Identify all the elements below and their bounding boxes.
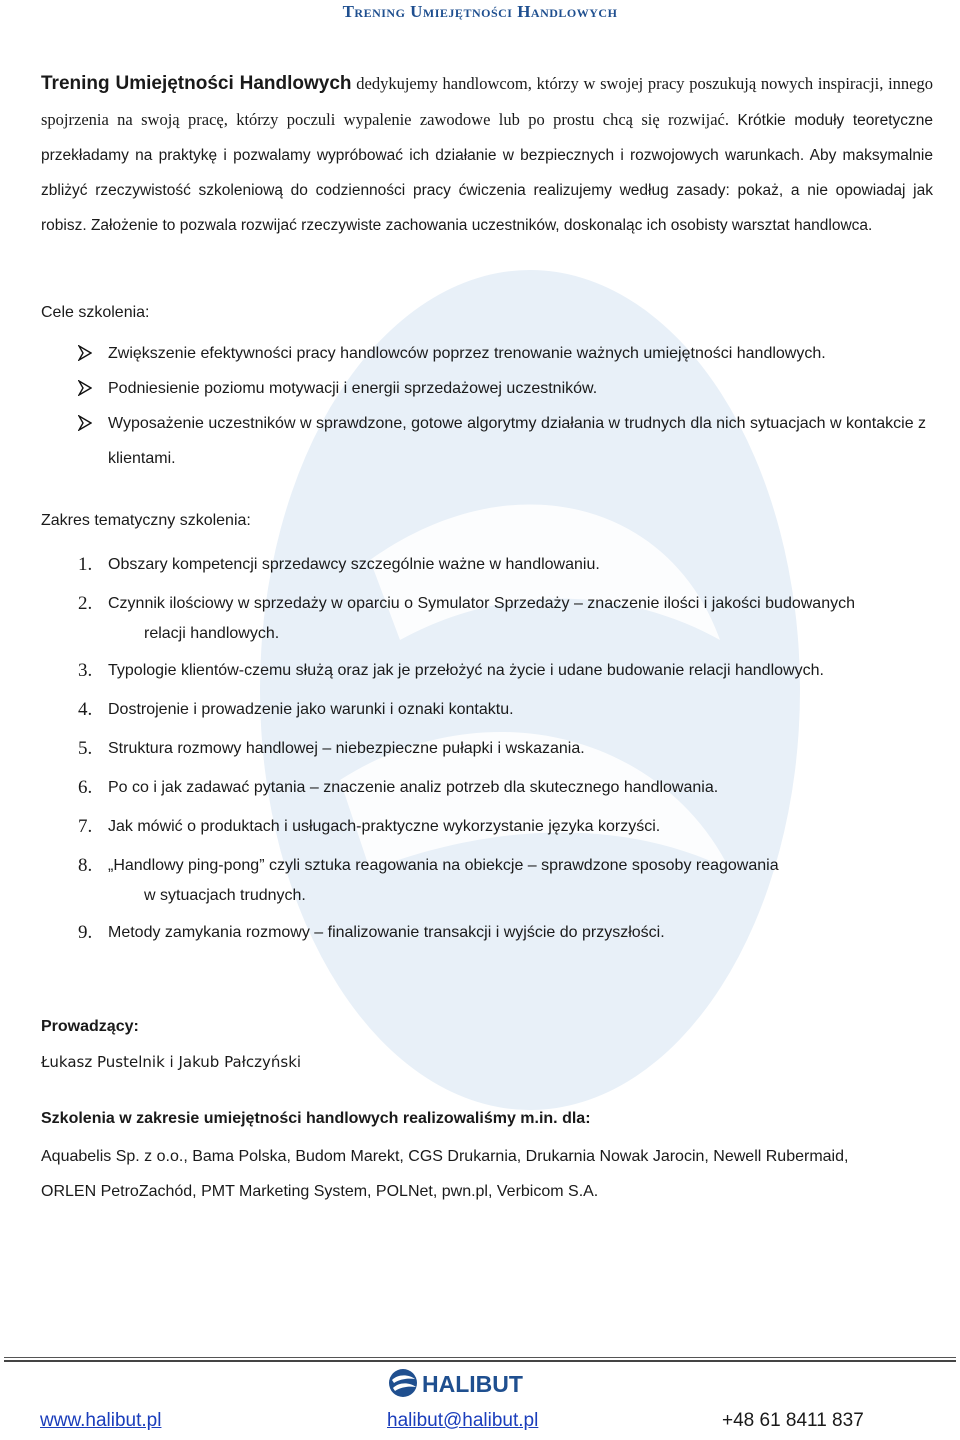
- intro-paragraph: [41, 66, 933, 243]
- footer-divider: [4, 1360, 956, 1362]
- goal-text: Wyposażenie uczestników w sprawdzone, gotowe algorytmy działania w trudnych dla nich sytuacjach w kontakcie z klientami.: [108, 415, 927, 467]
- goal-item: [78, 336, 938, 371]
- halibut-logo-mark-icon: [389, 1369, 417, 1397]
- topic-number: 7.: [78, 816, 93, 837]
- intro-lead: Trening Umiejętności Handlowych: [41, 73, 352, 94]
- topic-item: [78, 807, 938, 846]
- topic-text: Struktura rozmowy handlowej – niebezpieczne pułapki i wskazania.: [108, 740, 585, 757]
- topic-item: [78, 768, 938, 807]
- topic-number: 4.: [78, 699, 93, 720]
- clients-line-2: ORLEN PetroZachód, PMT Marketing System, POLNet, pwn.pl, Verbicom S.A.: [41, 1183, 599, 1200]
- topic-item: [78, 690, 938, 729]
- topic-item: [78, 913, 938, 952]
- topic-item: [78, 729, 938, 768]
- halibut-logo: [388, 1363, 548, 1405]
- phone-number: +48 61 8411 837: [722, 1410, 864, 1431]
- goals-heading: Cele szkolenia:: [41, 304, 150, 321]
- topic-number: 3.: [78, 660, 93, 681]
- trainers-heading: Prowadzący:: [41, 1018, 139, 1035]
- topic-text: Po co i jak zadawać pytania – znaczenie analiz potrzeb dla skutecznego handlowania.: [108, 779, 719, 796]
- goal-text: Zwiększenie efektywności pracy handlowców poprzez trenowanie ważnych umiejętności handlowych.: [108, 345, 826, 362]
- goal-item: [78, 406, 938, 476]
- topic-number: 6.: [78, 777, 93, 798]
- topic-text: Metody zamykania rozmowy – finalizowanie transakcji i wyjście do przyszłości.: [108, 924, 665, 941]
- clients-line-1: Aquabelis Sp. z o.o., Bama Polska, Budom Marekt, CGS Drukarnia, Drukarnia Nowak Jarocin, Newell Rubermaid,: [41, 1148, 849, 1165]
- topic-item: [78, 651, 938, 690]
- topic-continuation: w sytuacjach trudnych.: [144, 887, 306, 904]
- topic-number: 9.: [78, 922, 93, 943]
- arrow-bullet-icon: [78, 380, 92, 396]
- topics-heading: Zakres tematyczny szkolenia:: [41, 512, 251, 529]
- topic-text: Jak mówić o produktach i usługach-praktyczne wykorzystanie języka korzyści.: [108, 818, 661, 835]
- email-link[interactable]: halibut@halibut.pl: [387, 1410, 539, 1431]
- topic-item: [78, 545, 938, 584]
- topic-item: [78, 846, 938, 911]
- goal-text: Podniesienie poziomu motywacji i energii sprzedażowej uczestników.: [108, 380, 598, 397]
- clients-heading: Szkolenia w zakresie umiejętności handlowych realizowaliśmy m.in. dla:: [41, 1110, 591, 1127]
- topic-number: 2.: [78, 593, 93, 614]
- topic-number: 8.: [78, 855, 93, 876]
- intro-serif-text: dedykujemy handlowcom, którzy w swojej pracy poszukują nowych inspiracji, innego spojrzenia na swoją pracę, którzy poczuli wypalenie zawodowe lub po prostu chcą się rozwijać.: [41, 74, 933, 129]
- topic-item: [78, 584, 938, 649]
- topic-continuation: relacji handlowych.: [144, 625, 280, 642]
- topic-number: 5.: [78, 738, 93, 759]
- goals-list: [78, 336, 938, 476]
- topic-text: Czynnik ilościowy w sprzedaży w oparciu o Symulator Sprzedaży – znaczenie ilości i jakości budowanych: [108, 595, 855, 612]
- arrow-bullet-icon: [78, 345, 92, 361]
- topic-number: 1.: [78, 554, 93, 575]
- trainers-names: Łukasz Pustelnik i Jakub Pałczyński: [41, 1053, 302, 1071]
- page-header-title: Trening Umiejętności Handlowych: [342, 2, 618, 21]
- logo-text: HALIBUT: [422, 1371, 523, 1397]
- topic-text: Typologie klientów-czemu służą oraz jak je przełożyć na życie i udane budowanie relacji handlowych.: [108, 662, 824, 679]
- topics-list: [78, 545, 938, 952]
- topic-text: Obszary kompetencji sprzedawcy szczególnie ważne w handlowaniu.: [108, 556, 600, 573]
- goal-item: [78, 371, 938, 406]
- intro-sans-text: Krótkie moduły teoretyczne przekładamy na praktykę i pozwalamy wypróbować ich działanie w bezpiecznych i rozwojowych warunkach. Aby maksymalnie zbliżyć rzeczywistość szkoleniową do codzienności pracy ćwiczenia realizujemy według zasady: pokaż, a nie opowiadaj jak robisz. Założenie to pozwala rozwijać rzeczywiste zachowania uczestników, doskonaląc ich osobisty warsztat handlowca.: [41, 112, 933, 234]
- arrow-bullet-icon: [78, 415, 92, 431]
- website-link[interactable]: www.halibut.pl: [40, 1410, 162, 1431]
- topic-text: „Handlowy ping-pong” czyli sztuka reagowania na obiekcje – sprawdzone sposoby reagowania: [108, 857, 779, 874]
- footer-divider: [4, 1357, 956, 1358]
- topic-text: Dostrojenie i prowadzenie jako warunki i oznaki kontaktu.: [108, 701, 514, 718]
